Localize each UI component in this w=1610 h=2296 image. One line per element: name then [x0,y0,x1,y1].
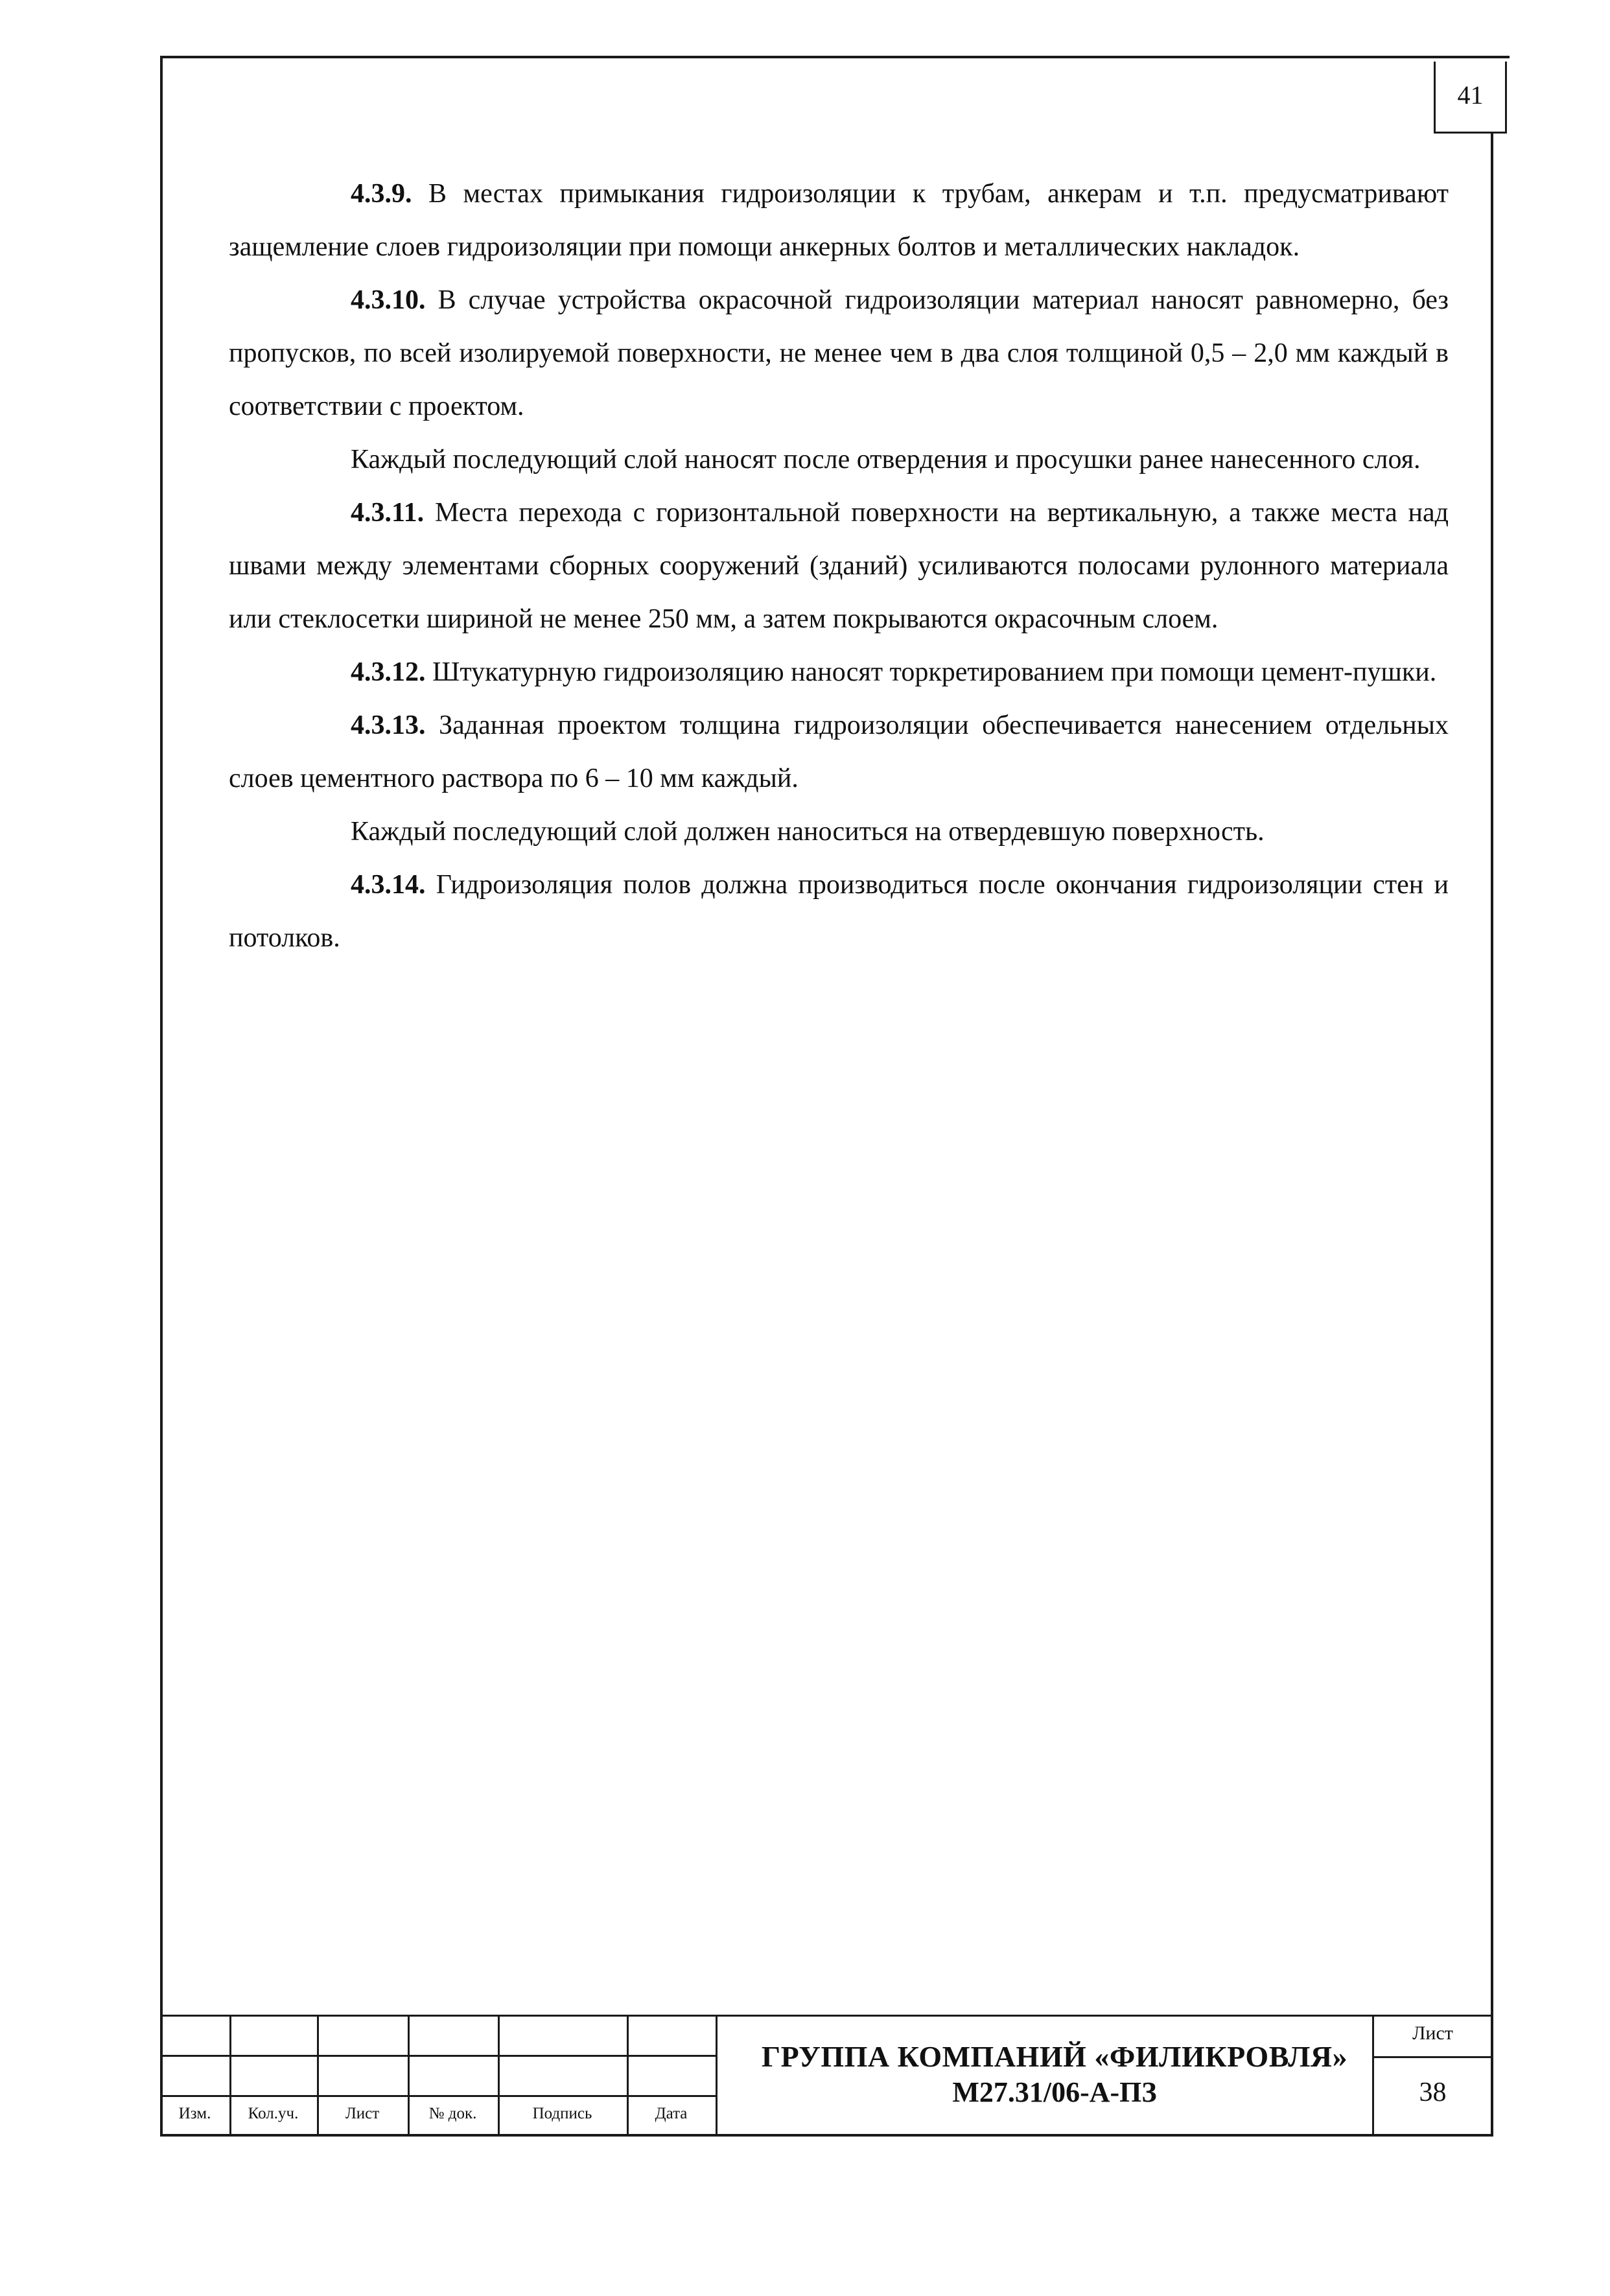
paragraph-text: Заданная проектом толщина гидроизоляции обеспечивается нанесением отдельных слоев цементного раствора по 6 – 10 мм каждый. [229,710,1449,793]
paragraph-text: Места перехода с горизонтальной поверхности на вертикальную, а также места над швами между элементами сборных сооружений (зданий) усиливаются полосами рулонного материала или стеклосетки шириной не менее 250 мм, а затем покрываются окрасочным слоем. [229,498,1449,634]
clause-number: 4.3.10. [351,285,426,315]
paragraph [229,858,1449,965]
document-code: М27.31/06-А-ПЗ [952,2076,1157,2108]
stamp-line [160,2095,718,2097]
paragraph-text: В случае устройства окрасочной гидроизоляции материал наносят равномерно, без пропусков, по всей изолируемой поверхности, не менее чем в два слоя толщиной 0,5 – 2,0 мм каждый в соответствии с проектом. [229,285,1449,421]
page-number-box [1434,62,1507,134]
paragraph [229,486,1449,646]
stamp-line [160,2055,718,2057]
paragraph [229,805,1449,858]
paragraph-text: Каждый последующий слой должен наноситься на отвердевшую поверхность. [351,817,1265,847]
paragraph-text: Каждый последующий слой наносят после отвердения и просушки ранее нанесенного слоя. [351,445,1421,474]
paragraph [229,699,1449,805]
stamp-label-date: Дата [655,2105,688,2122]
organization-name: ГРУППА КОМПАНИЙ «ФИЛИКРОВЛЯ» [761,2040,1348,2073]
paragraph-text: Штукатурную гидроизоляцию наносят торкретированием при помощи цемент-пушки. [432,657,1437,687]
stamp-label-count: Кол.уч. [248,2105,299,2122]
sheet-label: Лист [1412,2022,1453,2044]
paragraph [229,274,1449,433]
title-block [160,2015,1493,2137]
paragraph-text: Гидроизоляция полов должна производиться после окончания гидроизоляции стен и потолков. [229,870,1449,953]
paragraph [229,433,1449,486]
page-number: 41 [1457,80,1484,110]
document-body [229,167,1449,965]
clause-number: 4.3.14. [351,870,426,900]
stamp-line [160,2015,1493,2017]
clause-number: 4.3.11. [351,498,425,528]
frame-right-border [1491,133,1493,2137]
paragraph-text: В местах примыкания гидроизоляции к трубам, анкерам и т.п. предусматривают защемление слоев гидроизоляции при помощи анкерных болтов и металлических накладок. [229,179,1449,262]
stamp-label-sheet: Лист [345,2105,380,2122]
stamp-label-doc-number: № док. [428,2105,477,2122]
clause-number: 4.3.13. [351,710,426,740]
clause-number: 4.3.12. [351,657,426,687]
frame-left-border [160,56,163,2137]
clause-number: 4.3.9. [351,179,412,209]
stamp-label-change: Изм. [178,2105,211,2122]
stamp-label-signature: Подпись [532,2105,592,2122]
paragraph [229,167,1449,274]
frame-top-border [160,56,1510,58]
sheet-number: 38 [1419,2078,1447,2107]
paragraph [229,646,1449,699]
